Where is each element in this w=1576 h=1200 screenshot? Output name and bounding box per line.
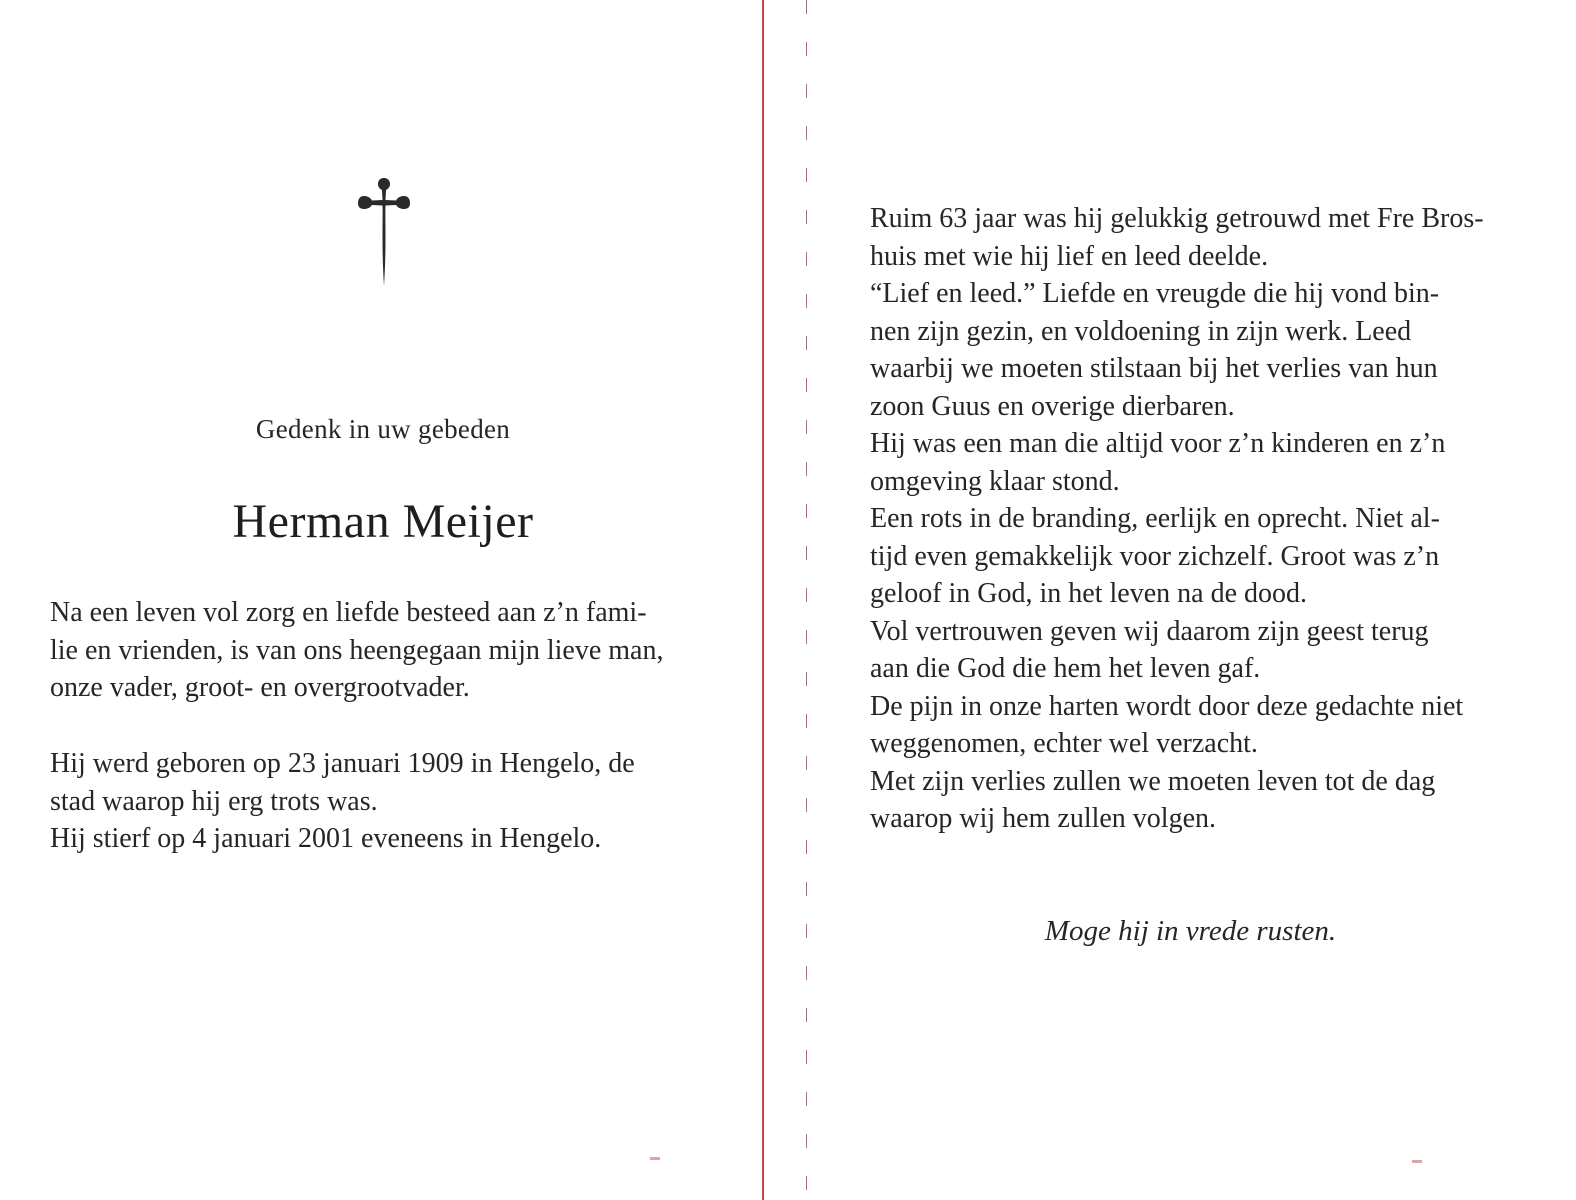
paper-speck — [1412, 1160, 1422, 1163]
text-line: Met zijn verlies zullen we moeten leven tot de dag — [870, 765, 1436, 797]
text-line: aan die God die hem het leven gaf. — [870, 653, 1261, 684]
text-line: stad waarop hij erg trots was. — [50, 785, 378, 817]
prayer-line: Gedenk in uw gebeden — [255, 414, 511, 444]
text-line: Ruim 63 jaar was hij gelukkig getrouwd met Fre Bros- — [870, 203, 1484, 234]
text-line: Hij stierf op 4 januari 2001 eveneens in Hengelo. — [50, 823, 602, 854]
text-line: waarbij we moeten stilstaan bij het verlies van hun — [870, 353, 1438, 384]
tribute-text — [870, 200, 1530, 838]
text-line: Hij werd geboren op 23 januari 1909 in Hengelo, de — [50, 748, 635, 779]
text-line: geloof in God, in het leven na de dood. — [870, 578, 1308, 609]
text-line: weggenomen, echter wel verzacht. — [870, 728, 1258, 759]
text-line: Na een leven vol zorg en liefde besteed aan z’n fami- — [50, 597, 647, 628]
obituary-paragraph-2 — [50, 745, 720, 858]
text-line: “Lief en leed.” Liefde en vreugde die hij vond bin- — [870, 278, 1440, 309]
text-line: Hij was een man die altijd voor z’n kinderen en z’n — [870, 428, 1446, 459]
deceased-name: Herman Meijer — [232, 495, 534, 548]
text-line: De pijn in onze harten wordt door deze gedachte niet — [870, 690, 1464, 722]
obituary-paragraph-1 — [50, 594, 720, 707]
text-line: tijd even gemakkelijk voor zichzelf. Groot was z’n — [870, 540, 1440, 572]
text-line: omgeving klaar stond. — [870, 465, 1120, 497]
text-line: zoon Guus en overige dierbaren. — [870, 390, 1235, 422]
text-line: lie en vrienden, is van ons heengegaan mijn lieve man, — [50, 634, 664, 666]
closing-blessing: Moge hij in vrede rusten. — [1044, 915, 1337, 947]
left-page — [0, 0, 766, 1200]
text-line: Vol vertrouwen geven wij daarom zijn geest terug — [870, 615, 1429, 647]
paper-speck — [650, 1157, 660, 1160]
cross-icon — [356, 178, 412, 288]
text-line: huis met wie hij lief en leed deelde. — [870, 240, 1269, 272]
text-line: onze vader, groot- en overgrootvader. — [50, 672, 470, 703]
fold-line-left — [762, 0, 764, 1200]
text-line: nen zijn gezin, en voldoening in zijn werk. Leed — [870, 315, 1412, 347]
text-line: Een rots in de branding, eerlijk en oprecht. Niet al- — [870, 503, 1440, 534]
text-line: waarop wij hem zullen volgen. — [870, 803, 1217, 834]
